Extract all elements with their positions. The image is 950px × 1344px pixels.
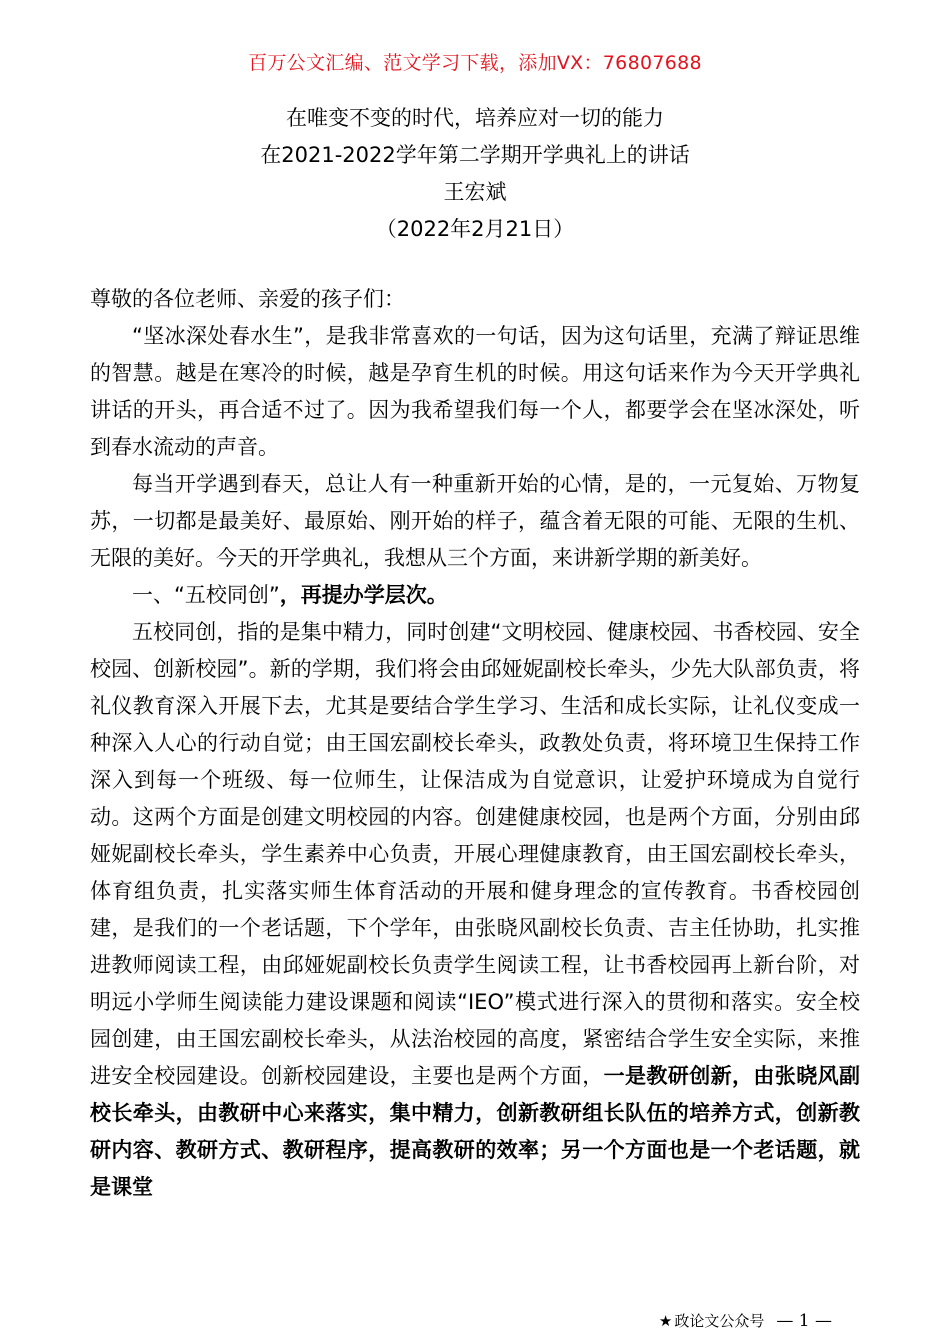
paragraph-3-bold-text: 一是教研创新，由张晓风副校长牵头，由教研中心来落实，集中精力，创新教研组长队伍的培养方式，创新教研内容、教研方式、教研程序，提高教研的效率；另一个方面也是一个老话题，就是课堂 [90, 1064, 861, 1199]
section-heading-1-title: 一、“五校同创” [132, 583, 280, 607]
speech-date: （2022年2月21日） [375, 217, 575, 241]
page-number: — 1 — [776, 1310, 832, 1331]
paragraph-3 [90, 614, 860, 1206]
paragraph-1: “坚冰深处春水生”，是我非常喜欢的一句话，因为这句话里，充满了辩证思维的智慧。越是在寒冷的时候，越是孕育生机的时候。用这句话来作为今天开学典礼讲话的开头，再合适不过了。因为我希望我们每一个人，都要学会在坚冰深处，听到春水流动的声音。 [90, 324, 860, 459]
footer-source: 政论文公众号 [674, 1312, 765, 1330]
star-icon: ★ [658, 1311, 673, 1330]
page-footer [659, 1310, 832, 1331]
paragraph-3-text: 五校同创，指的是集中精力，同时创建“文明校园、健康校园、书香校园、安全校园、创新校园”。新的学期，我们将会由邱娅妮副校长牵头，少先大队部负责，将礼仪教育深入开展下去，尤其是要结合学生学习、生活和成长实际，让礼仪变成一种深入人心的行动自觉；由王国宏副校长牵头，政教处负责，将环境卫生保持工作深入到每一个班级、每一位师生，让保洁成为自觉意识，让爱护环境成为自觉行动。这两个方面是创建文明校园的内容。创建健康校园，也是两个方面，分别由邱娅妮副校长牵头，学生素养中心负责，开展心理健康教育，由王国宏副校长牵头，体育组负责，扎实落实师生体育活动的开展和健身理念的宣传教育。书香校园创建，是我们的一个老话题，下个学年，由张晓风副校长负责、吉主任协助，扎实推进教师阅读工程，由邱娅妮副校长负责学生阅读工程，让书香校园再上新台阶，对明远小学师生阅读能力建设课题和阅读“IEO”模式进行深入的贯彻和落实。安全校园创建，由王国宏副校长牵头，从法治校园的高度，紧密结合学生安全实际，来推进安全校园建设。创新校园建设，主要也是两个方面， [90, 620, 860, 1088]
title-block [0, 100, 950, 248]
section-heading-1-rest-text: ，再提办学层次。 [279, 583, 448, 607]
paragraph-2: 每当开学遇到春天，总让人有一种重新开始的心情，是的，一元复始、万物复苏，一切都是最美好、最原始、刚开始的样子，蕴含着无限的可能、无限的生机、无限的美好。今天的开学典礼，我想从三个方面，来讲新学期的新美好。 [90, 472, 860, 570]
header-banner: 百万公文汇编、范文学习下载，添加VX：76807688 [248, 52, 702, 74]
speech-title: 在唯变不变的时代，培养应对一切的能力 [286, 106, 664, 130]
speech-body [90, 281, 860, 1206]
greeting: 尊敬的各位老师、亲爱的孩子们： [90, 287, 405, 311]
speech-subtitle: 在2021-2022学年第二学期开学典礼上的讲话 [260, 143, 690, 167]
speech-author: 王宏斌 [443, 180, 507, 204]
section-heading-1 [90, 577, 860, 614]
section-heading-1-rest [280, 583, 448, 607]
